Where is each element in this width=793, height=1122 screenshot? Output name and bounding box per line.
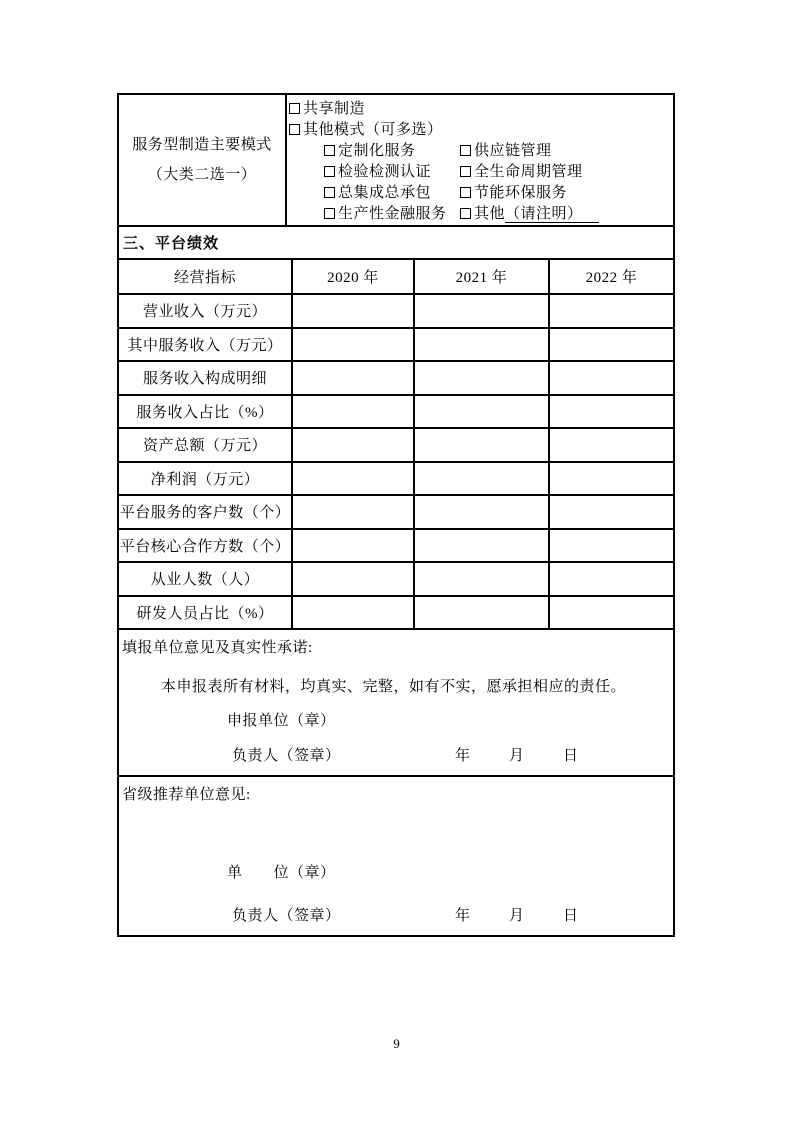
checkbox-label: 定制化服务 bbox=[338, 143, 416, 159]
value-cell-2021 bbox=[415, 295, 550, 327]
value-cell-2021 bbox=[415, 597, 550, 629]
value-cell-2022 bbox=[550, 295, 673, 327]
value-cell-2020 bbox=[293, 396, 415, 428]
date-year-label: 年 bbox=[455, 748, 471, 764]
indicator-label: 营业收入（万元） bbox=[119, 295, 293, 327]
value-cell-2021 bbox=[415, 496, 550, 528]
mode-row-label bbox=[119, 95, 287, 225]
section-title-platform-performance: 三、平台绩效 bbox=[119, 225, 673, 258]
indicator-label: 服务收入构成明细 bbox=[119, 362, 293, 394]
sub-options-row bbox=[324, 204, 673, 225]
value-cell-2021 bbox=[415, 396, 550, 428]
value-cell-2022 bbox=[550, 429, 673, 461]
header-cell-2022: 2022 年 bbox=[585, 270, 638, 286]
provincial-signer-label: 负责人（签章） bbox=[232, 908, 341, 924]
value-cell-2021 bbox=[415, 429, 550, 461]
checkbox-icon bbox=[460, 145, 471, 156]
table-row bbox=[119, 494, 673, 528]
sub-options-row bbox=[324, 183, 673, 204]
value-cell-2022 bbox=[550, 362, 673, 394]
value-cell-2022 bbox=[550, 329, 673, 361]
other-note-underlined: （请注明） bbox=[505, 206, 599, 223]
indicator-label: 平台服务的客户数（个） bbox=[119, 496, 293, 528]
value-cell-2020 bbox=[293, 295, 415, 327]
table-row bbox=[119, 427, 673, 461]
value-cell-2020 bbox=[293, 463, 415, 495]
provincial-title: 省级推荐单位意见: bbox=[122, 787, 251, 803]
checkbox-option-productive-finance bbox=[324, 204, 460, 225]
checkbox-option-other bbox=[460, 204, 599, 225]
table-row bbox=[119, 461, 673, 495]
checkbox-label: 其他模式（可多选） bbox=[303, 122, 443, 138]
mode-label-line2: （大类二选一） bbox=[147, 167, 257, 183]
header-cell-2021: 2021 年 bbox=[415, 260, 550, 293]
checkbox-icon bbox=[324, 187, 335, 198]
checkbox-option-other-modes bbox=[289, 120, 673, 141]
indicator-label: 从业人数（人） bbox=[119, 563, 293, 595]
checkbox-label: 生产性金融服务 bbox=[338, 206, 447, 222]
checkbox-option-shared-manufacturing bbox=[289, 99, 673, 120]
date-year-label: 年 bbox=[455, 908, 471, 924]
checkbox-label: 检验检测认证 bbox=[338, 164, 432, 180]
header-cell-indicator: 经营指标 bbox=[119, 260, 293, 293]
header-cell-2020: 2020 年 bbox=[293, 260, 415, 293]
value-cell-2021 bbox=[415, 329, 550, 361]
provincial-signer-line bbox=[119, 906, 673, 927]
checkbox-icon bbox=[460, 166, 471, 177]
checkbox-option-lifecycle-management bbox=[460, 162, 583, 183]
declaration-unit-seal-label: 申报单位（章） bbox=[227, 713, 336, 729]
table-row bbox=[119, 327, 673, 361]
value-cell-2021 bbox=[415, 362, 550, 394]
date-day-label: 日 bbox=[563, 748, 579, 764]
indicators-table bbox=[119, 258, 673, 628]
value-cell-2022 bbox=[550, 530, 673, 562]
page-number: 9 bbox=[393, 1036, 400, 1051]
table-row bbox=[119, 528, 673, 562]
table-row bbox=[119, 360, 673, 394]
checkbox-icon bbox=[460, 187, 471, 198]
mode-options-cell bbox=[287, 95, 673, 225]
checkbox-icon bbox=[324, 208, 335, 219]
indicator-label: 资产总额（万元） bbox=[119, 429, 293, 461]
checkbox-label: 全生命周期管理 bbox=[474, 164, 583, 180]
value-cell-2021 bbox=[415, 563, 550, 595]
declaration-signer-label: 负责人（签章） bbox=[232, 748, 341, 764]
value-cell-2020 bbox=[293, 496, 415, 528]
checkbox-label: 共享制造 bbox=[303, 101, 366, 117]
value-cell-2020 bbox=[293, 362, 415, 394]
indicator-label: 净利润（万元） bbox=[119, 463, 293, 495]
indicator-label: 研发人员占比（%） bbox=[119, 597, 293, 629]
checkbox-option-customized-service bbox=[324, 141, 460, 162]
mode-label-line1: 服务型制造主要模式 bbox=[132, 137, 272, 153]
checkbox-option-supply-chain bbox=[460, 141, 552, 162]
checkbox-icon bbox=[324, 166, 335, 177]
value-cell-2021 bbox=[415, 463, 550, 495]
value-cell-2022 bbox=[550, 563, 673, 595]
provincial-section bbox=[119, 775, 673, 935]
checkbox-icon bbox=[289, 103, 300, 114]
declaration-statement: 本申报表所有材料，均真实、完整，如有不实，愿承担相应的责任。 bbox=[161, 679, 627, 695]
declaration-section bbox=[119, 628, 673, 775]
date-day-label: 日 bbox=[563, 908, 579, 924]
provincial-unit-seal-label: 单 位（章） bbox=[227, 865, 336, 881]
date-month-label: 月 bbox=[509, 908, 525, 924]
value-cell-2020 bbox=[293, 597, 415, 629]
value-cell-2020 bbox=[293, 530, 415, 562]
value-cell-2022 bbox=[550, 396, 673, 428]
value-cell-2022 bbox=[550, 597, 673, 629]
table-row bbox=[119, 595, 673, 629]
declaration-title: 填报单位意见及真实性承诺: bbox=[122, 640, 313, 656]
checkbox-icon bbox=[460, 208, 471, 219]
sub-options-grid bbox=[324, 141, 673, 225]
mode-selection-row bbox=[119, 95, 673, 225]
checkbox-option-integration-contracting bbox=[324, 183, 460, 204]
sub-options-row bbox=[324, 141, 673, 162]
checkbox-label: 总集成总承包 bbox=[338, 185, 432, 201]
form-table bbox=[117, 93, 675, 937]
value-cell-2020 bbox=[293, 563, 415, 595]
checkbox-icon bbox=[324, 145, 335, 156]
checkbox-icon bbox=[289, 124, 300, 135]
declaration-signer-line bbox=[119, 746, 673, 767]
table-row bbox=[119, 561, 673, 595]
indicator-label: 服务收入占比（%） bbox=[119, 396, 293, 428]
indicator-label: 平台核心合作方数（个） bbox=[119, 530, 293, 562]
value-cell-2020 bbox=[293, 429, 415, 461]
checkbox-label: 其他 bbox=[474, 206, 506, 222]
table-row bbox=[119, 293, 673, 327]
checkbox-option-inspection-certification bbox=[324, 162, 460, 183]
value-cell-2021 bbox=[415, 530, 550, 562]
indicator-label: 其中服务收入（万元） bbox=[119, 329, 293, 361]
value-cell-2020 bbox=[293, 329, 415, 361]
indicators-header-row bbox=[119, 258, 673, 293]
checkbox-label: 节能环保服务 bbox=[474, 185, 568, 201]
checkbox-label: 供应链管理 bbox=[474, 143, 552, 159]
table-row bbox=[119, 394, 673, 428]
date-month-label: 月 bbox=[509, 748, 525, 764]
value-cell-2022 bbox=[550, 496, 673, 528]
checkbox-option-energy-saving bbox=[460, 183, 567, 204]
value-cell-2022 bbox=[550, 463, 673, 495]
sub-options-row bbox=[324, 162, 673, 183]
